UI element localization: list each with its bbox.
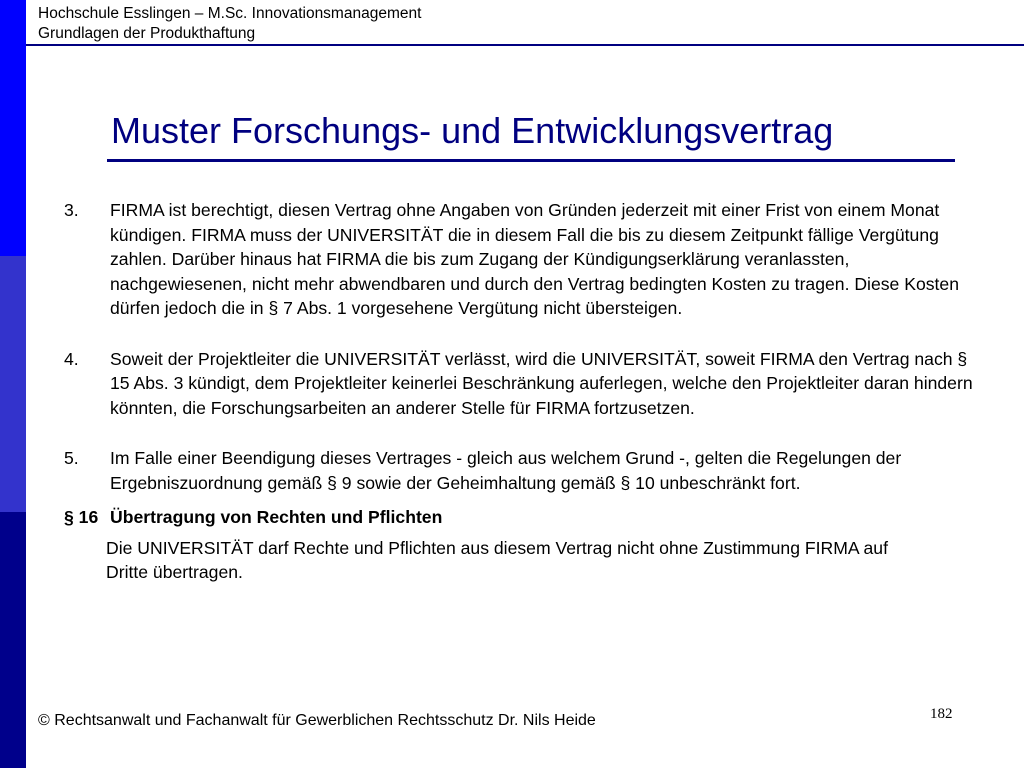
- clause-number: 4.: [64, 348, 79, 369]
- accent-block-top: [0, 0, 26, 256]
- clause-4: [60, 347, 1000, 421]
- section-heading: Übertragung von Rechten und Pflichten: [110, 507, 443, 527]
- header-divider: [26, 44, 1024, 46]
- side-accent-strip: [0, 0, 26, 768]
- clause-text: Soweit der Projektleiter die UNIVERSITÄT verlässt, wird die UNIVERSITÄT, soweit FIRMA den Vertrag nach § 15 Abs. 3 kündigt, dem Projektleiter keinerlei Beschränkung auferlegen, welche den Projektleiter daran hindern könnten, die Forschungsarbeiten an anderer Stelle für FIRMA fortzusetzen.: [110, 348, 973, 418]
- section-number: § 16: [64, 507, 99, 527]
- clause-5: [60, 446, 1000, 495]
- clause-3: [60, 198, 1000, 321]
- page-title: Muster Forschungs- und Entwicklungsvertrag: [111, 110, 834, 151]
- footer-copyright: © Rechtsanwalt und Fachanwalt für Gewerblichen Rechtsschutz Dr. Nils Heide: [38, 712, 596, 729]
- accent-block-bottom: [0, 512, 26, 768]
- slide-content: [60, 198, 1000, 585]
- section-16-heading: [60, 505, 1000, 530]
- slide-header: [38, 4, 421, 44]
- clause-text: FIRMA ist berechtigt, diesen Vertrag ohne Angaben von Gründen jederzeit mit einer Frist von einem Monat kündigen. FIRMA muss der UNIVERSITÄT die in diesem Fall die bis zu diesem Zeitpunkt fällige Vergütung zahlen. Darüber hinaus hat FIRMA die bis zum Zugang der Kündigungserklärung veranlassten, nachgewiesenen, nicht mehr abwendbaren und durch den Vertrag bedingten Kosten zu tragen. Diese Kosten dürfen jedoch die in § 7 Abs. 1 vorgesehene Vergütung nicht übersteigen.: [110, 200, 959, 318]
- title-underline: [107, 159, 955, 162]
- clause-number: 3.: [64, 200, 79, 220]
- section-16-body: Die UNIVERSITÄT darf Rechte und Pflichten aus diesem Vertrag nicht ohne Zustimmung FIRMA auf Dritte übertragen.: [106, 537, 888, 582]
- clause-text: Im Falle einer Beendigung dieses Vertrages - gleich aus welchem Grund -, gelten die Regelungen der Ergebniszuordnung gemäß § 9 sowie der Geheimhaltung gemäß § 10 unbeschränkt fort.: [110, 448, 902, 493]
- clause-number: 5.: [64, 448, 79, 468]
- accent-block-middle: [0, 256, 26, 512]
- header-institution: Hochschule Esslingen – M.Sc. Innovationsmanagement: [38, 5, 422, 22]
- header-course: Grundlagen der Produkthaftung: [38, 25, 256, 42]
- page-number: 182: [930, 706, 953, 722]
